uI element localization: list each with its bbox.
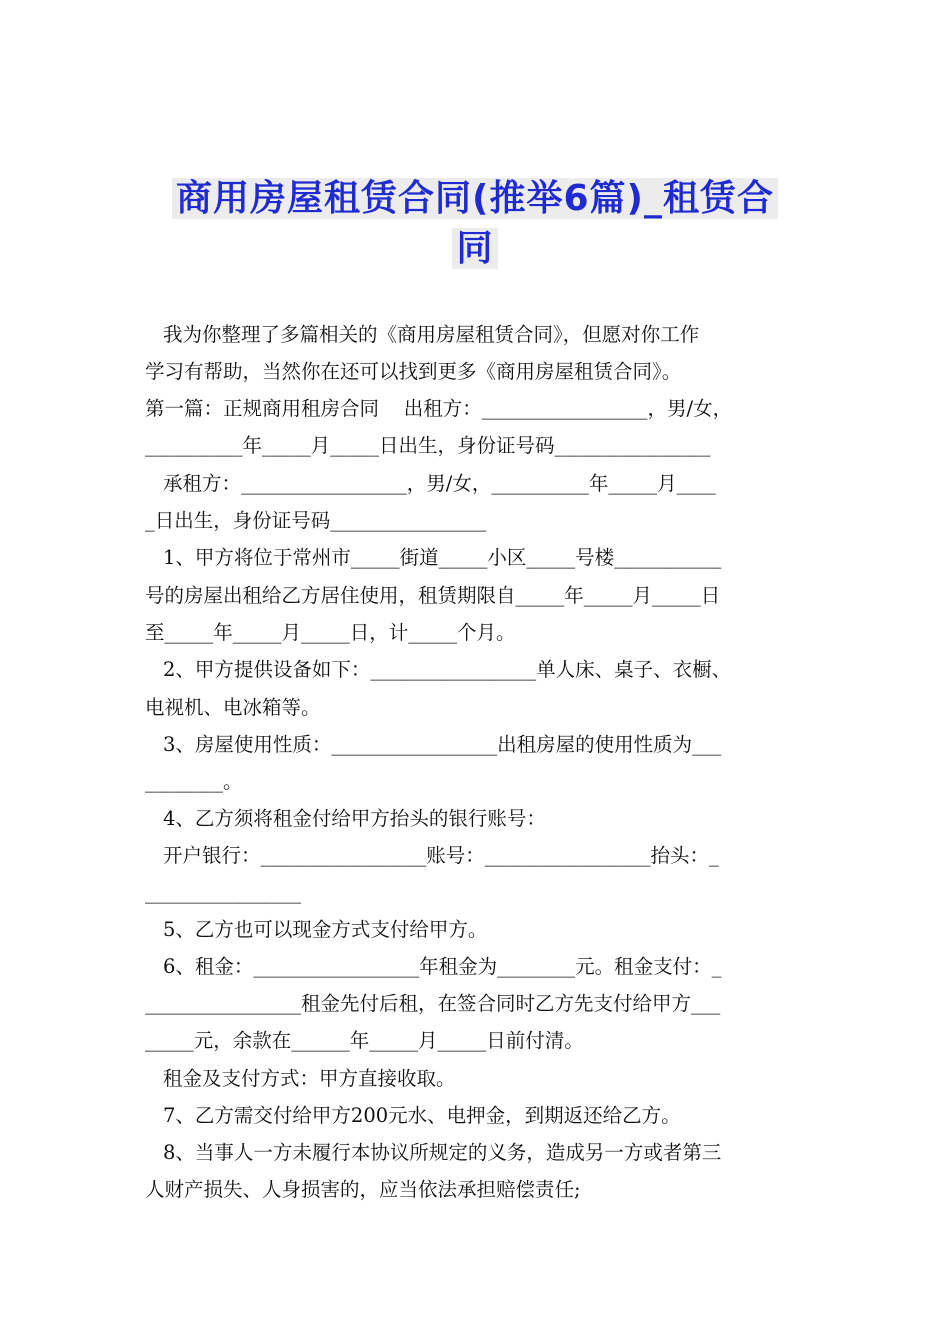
paragraph-line: 3、房屋使用性质：_________________出租房屋的使用性质为___ xyxy=(163,733,722,756)
paragraph-line: 2、甲方提供设备如下：_________________单人床、桌子、衣橱、 xyxy=(163,658,732,681)
paragraph-line: 6、租金：_________________年租金为________元。租金支付：_ xyxy=(163,955,722,978)
paragraph-line: _日出生，身份证号码________________ xyxy=(145,509,487,532)
paragraph-line: 号的房屋出租给乙方居住使用，租赁期限自_____年_____月_____日 xyxy=(145,584,721,607)
paragraph-line: ________。 xyxy=(145,770,243,793)
paragraph-line: _____元，余款在______年_____月_____日前付清。 xyxy=(145,1029,584,1052)
paragraph-line: 租金及支付方式：甲方直接收取。 xyxy=(163,1067,456,1090)
document-title-line-2: 同 xyxy=(452,228,497,269)
paragraph-line: 电视机、电冰箱等。 xyxy=(145,696,321,719)
paragraph-line: 至_____年_____月_____日，计_____个月。 xyxy=(145,621,516,644)
paragraph-line: 开户银行：_________________账号：_________________抬头：_ xyxy=(163,844,719,867)
paragraph-line: ________________租金先付后租，在签合同时乙方先支付给甲方___ xyxy=(145,992,721,1015)
paragraph-line: 承租方：_________________，男/女，__________年_____月____ xyxy=(163,472,716,495)
paragraph-line: 8、当事人一方未履行本协议所规定的义务，造成另一方或者第三 xyxy=(163,1141,722,1164)
paragraph-line: 我为你整理了多篇相关的《商用房屋租赁合同》，但愿对你工作 xyxy=(163,323,700,346)
paragraph-line: 7、乙方需交付给甲方200元水、电押金，到期返还给乙方。 xyxy=(163,1104,681,1127)
paragraph-line: 学习有帮助，当然你在还可以找到更多《商用房屋租赁合同》。 xyxy=(145,360,682,383)
paragraph-line: 5、乙方也可以现金方式支付给甲方。 xyxy=(163,918,488,941)
paragraph-line: ________________ xyxy=(145,881,301,904)
paragraph-line: 人财产损失、人身损害的，应当依法承担赔偿责任; xyxy=(145,1178,581,1201)
document-title-line-1: 商用房屋租赁合同(推举6篇)_租赁合 xyxy=(172,178,778,219)
paragraph-line: __________年_____月_____日出生，身份证号码________________ xyxy=(145,434,711,457)
paragraph-line: 1、甲方将位于常州市_____街道_____小区_____号楼___________ xyxy=(163,546,722,569)
paragraph-line: 第一篇：正规商用租房合同 出租方：_________________，男/女， xyxy=(145,397,733,420)
paragraph-line: 4、乙方须将租金付给甲方抬头的银行账号： xyxy=(163,807,546,830)
document-title-continued xyxy=(140,226,810,272)
document-title xyxy=(140,176,810,222)
